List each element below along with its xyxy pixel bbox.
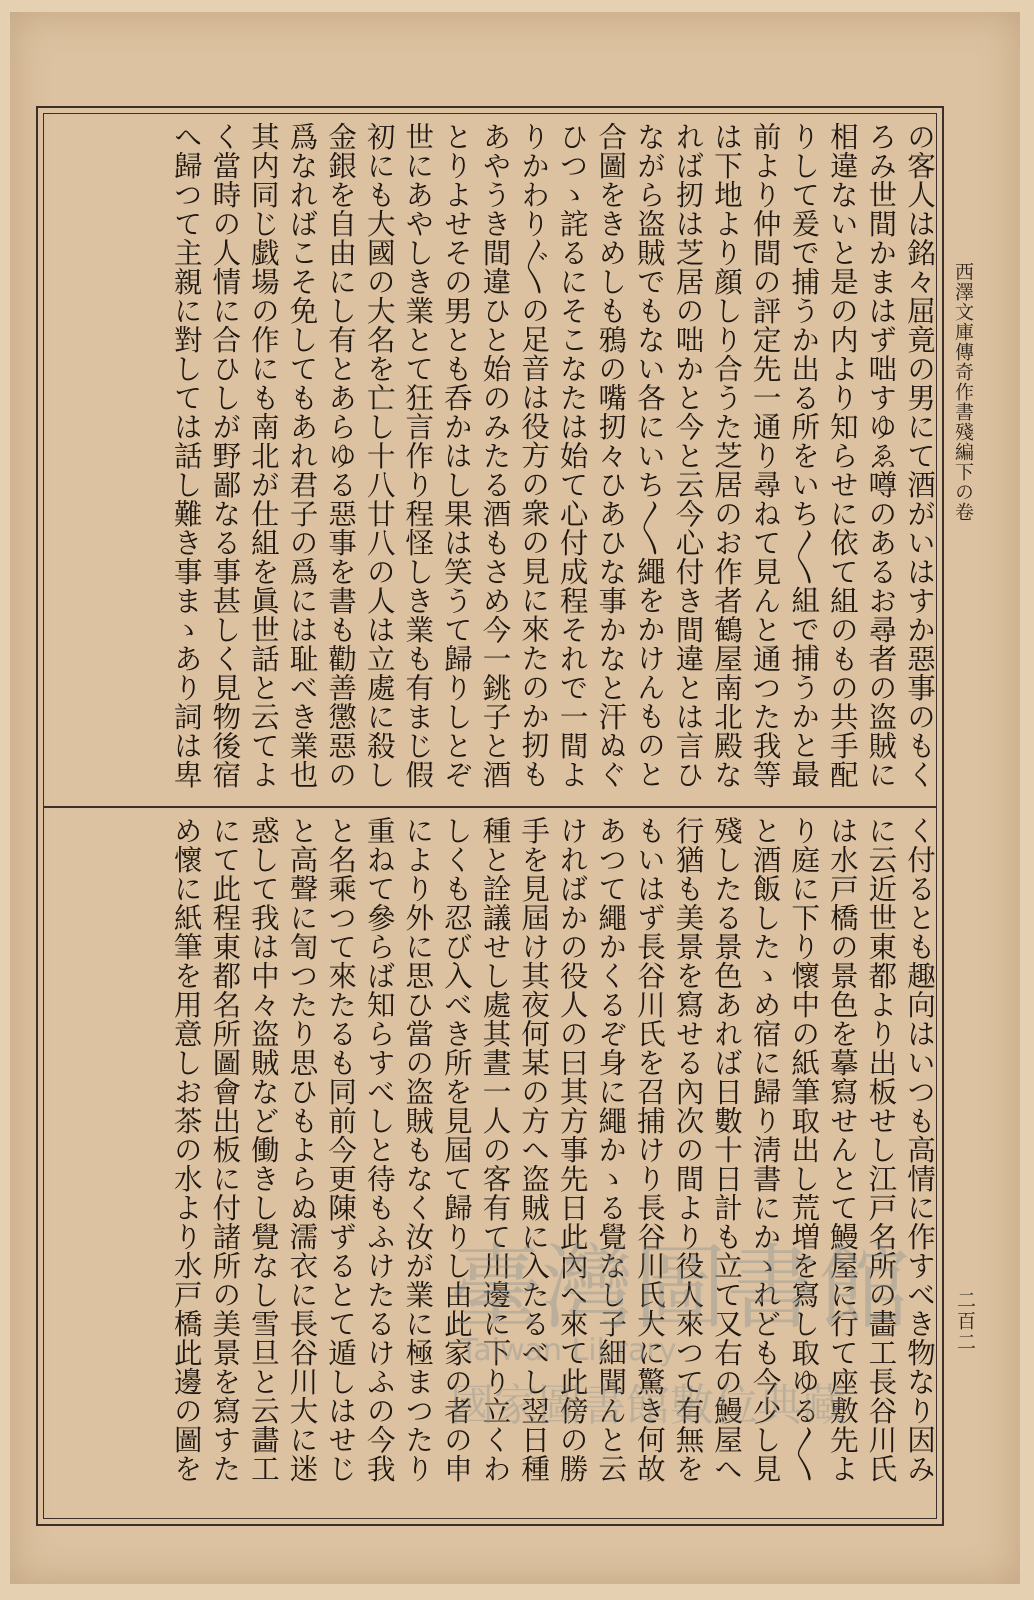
text-column: ひつゝ詫るにそこなたは始て心付成程それで一間よ [555, 122, 589, 789]
text-column: と名乘つて來たるも同前今更陳ずるとて遁しはせじ [324, 816, 358, 1483]
upper-text-block [166, 122, 938, 798]
text-column: 世にあやしき業とて狂言作り程怪しき業も有まじ假 [401, 122, 435, 789]
text-column: にて此程東都名所圖會出板に付諸所の美景を寫すた [208, 816, 242, 1483]
lower-text-block [166, 816, 938, 1510]
text-column: 手を見屆け其夜何某の方へ盗賊に入たるべし翌日種 [517, 816, 551, 1483]
page-number: 二百二 [954, 1290, 976, 1353]
text-column: ければかの役人の曰其方事先日此內へ來て此傍の勝 [555, 816, 589, 1483]
text-column: 重ねて參らば知らすべしと待もふけたるけふの今我 [362, 816, 396, 1483]
text-column: く付るとも趣向はいつも高情に作すべき物なり因み [903, 816, 936, 1483]
text-column: く當時の人情に合ひしが野鄙なる事甚しく見物後宿 [208, 122, 242, 789]
running-title: 西澤文庫傳奇作書殘編下の卷 [952, 262, 974, 522]
text-column: あやうき間違ひと始のみたる酒もさめ今一銚子と酒 [478, 122, 512, 789]
text-column: 其内同じ戯場の作にも南北が仕組を眞世話と云てよ [246, 122, 280, 789]
text-column: 前より仲間の評定先一通り尋ねて見んと通つた我等 [748, 122, 782, 789]
text-column: ろみ世間かまはず咄すゆゑ噂のあるお尋者の盗賊に [864, 122, 898, 789]
text-column: め懷に紙筆を用意しお茶の水より水戸橋此邊の圖を [169, 816, 203, 1483]
text-column: へ歸つて主親に對しては話し難き事まゝあり詞は卑 [169, 122, 203, 789]
text-column: と酒飯したゝめ宿に歸り淸書にかゝれども今少し見 [748, 816, 782, 1483]
text-column: は水戸橋の景色を摹寫せんとて鰻屋に行て座敷先よ [825, 816, 859, 1483]
text-column: に云近世東都より出板せし江戸名所の畵工長谷川氏 [864, 816, 898, 1483]
text-column: 合圖をきめしも鴉の嘴扨々ひあひな事かなと汗ぬぐ [594, 122, 628, 789]
text-column: りかわり〴〵の足音は役方の衆の見に來たのか扨も [517, 122, 551, 789]
text-column: もいはず長谷川氏を召捕けり長谷川氏大に驚き何故 [632, 816, 666, 1483]
text-column: りして爰で捕うか出る所をいち〳〵組で捕うかと最 [787, 122, 821, 789]
text-column: 惑して我は中々盗賊など働きし覺なし雪旦と云畵工 [246, 816, 280, 1483]
text-column: 行猶も美景を寫せる內次の間より役人來つて有無を [671, 816, 705, 1483]
watermark-main-text: 臺灣圖書館 [450, 1235, 911, 1342]
text-column: 初にも大國の大名を亡し十八廿八の人は立處に殺し [362, 122, 396, 789]
text-column: 殘したる景色あれば日數十日計も立て又右の鰻屋へ [710, 816, 744, 1483]
text-column: の客人は銘々屈竟の男にて酒がいはすか惡事のもく [903, 122, 936, 789]
watermark-lower-text: 國家圖書館數位典藏 [450, 1380, 846, 1431]
text-column: 相違ないと是の内より知らせに依て組のもの共手配 [825, 122, 859, 789]
text-column: 爲なればこそ免してもあれ君子の爲には耻べき業也 [285, 122, 319, 789]
section-divider [43, 806, 937, 808]
text-column: により外に思ひ當の盗賊もなく汝が業に極まつたり [401, 816, 435, 1483]
text-column: れば扨は芝居の咄かと今と云今心付き間違とは言ひ [671, 122, 705, 789]
watermark-latin-text: Taiwan Library [460, 1333, 677, 1368]
text-column: あつて繩かくるぞ身に繩かゝる覺なし子細聞んと云 [594, 816, 628, 1483]
text-column: り庭に下り懷中の紙筆取出し荒増を寫し取ゆる〳〵 [787, 816, 821, 1483]
text-column: 金銀を自由にし有とあらゆる惡事を書も勸善懲惡の [324, 122, 358, 789]
text-column: と高聲に訇つたり思ひもよらぬ濡衣に長谷川大に迷 [285, 816, 319, 1483]
text-column: 種と詮議せし處其晝一人の客有て川邊に下り立くわ [478, 816, 512, 1483]
text-column: しくも忍び入べき所を見屆て歸りし由此家の者の申 [439, 816, 473, 1483]
text-column: ながら盗賊でもない各にいち〳〵繩をかけんものと [632, 122, 666, 789]
text-column: とりよせその男とも呑かはし果は笑うて歸りしとぞ [439, 122, 473, 789]
text-column: は下地より顔しり合うた芝居のお作者鶴屋南北殿な [710, 122, 744, 789]
